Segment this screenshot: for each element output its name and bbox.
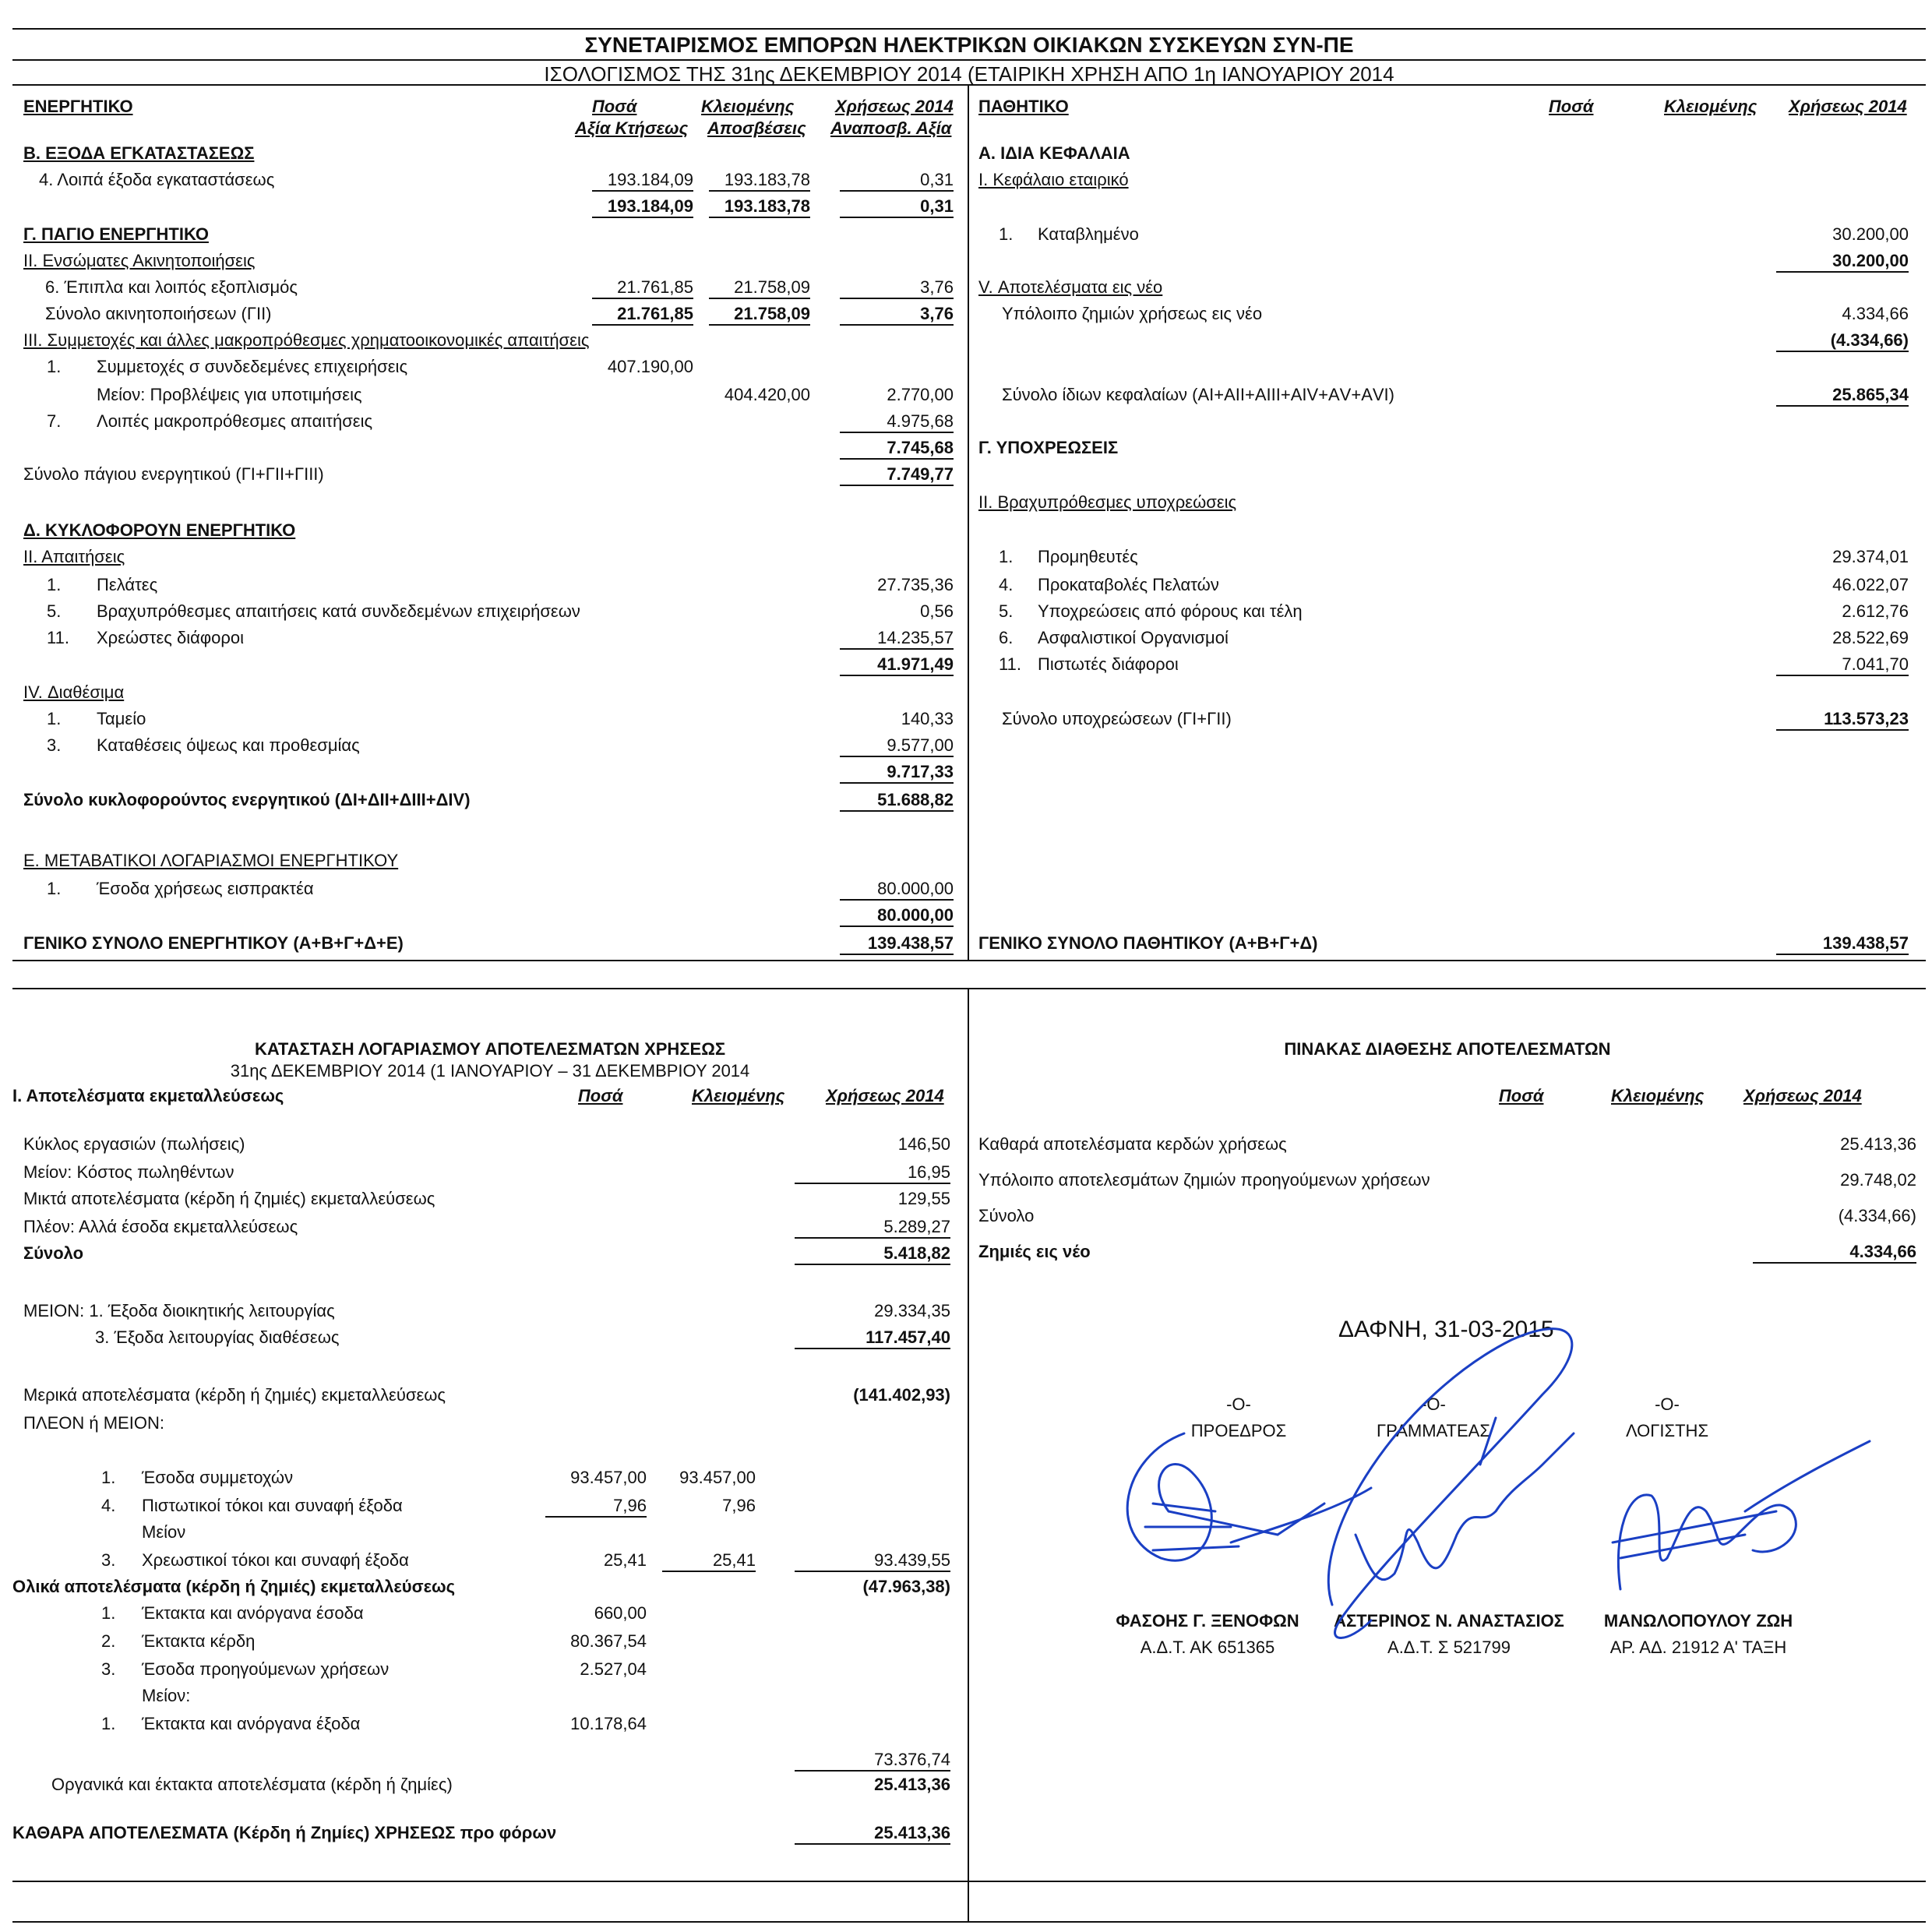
assets-row-depreciation: 404.420,00 [724, 385, 810, 404]
assets-col1-header: Ποσά [592, 97, 637, 116]
frame-mid-top [12, 988, 1926, 989]
assets-row-sublabel: Βραχυπρόθεσμες απαιτήσεις κατά συνδεδεμένων επιχειρήσεων [97, 601, 580, 621]
income-row-label: Μερικά αποτελέσματα (κέρδη ή ζημιές) εκμεταλλεύσεως [23, 1385, 446, 1405]
assets-row-net: 80.000,00 [840, 879, 954, 901]
income-row-year: 29.334,35 [874, 1301, 950, 1320]
income-row-closing: 7,96 [722, 1496, 756, 1515]
liabilities-row-value: 7.041,70 [1776, 654, 1909, 676]
assets-row-label: Γ. ΠΑΓΙΟ ΕΝΕΡΓΗΤΙΚΟ [23, 224, 209, 244]
income-row-closing: 25,41 [662, 1550, 756, 1572]
liabilities-row-value: (4.334,66) [1776, 330, 1909, 352]
assets-row-net: 3,76 [840, 277, 954, 299]
liabilities-row-label: Υπόλοιπο ζημιών χρήσεως εις νέο [1002, 304, 1263, 323]
assets-row-net: 7.749,77 [840, 464, 954, 486]
assets-row-cost: 407.190,00 [607, 357, 693, 376]
assets-row-label: 1. [47, 357, 62, 376]
income-row-sublabel: Έσοδα προηγούμενων χρήσεων [142, 1659, 390, 1679]
assets-row-sublabel: Μείον: Προβλέψεις για υποτιμήσεις [97, 385, 362, 404]
id-president: Α.Δ.Τ. ΑΚ 651365 [1140, 1638, 1275, 1657]
income-row-year: 25.413,36 [795, 1823, 950, 1845]
income-row-year: (141.402,93) [853, 1385, 950, 1405]
liabilities-row-label: Σύνολο υποχρεώσεων (ΓΙ+ΓΙΙ) [1002, 709, 1232, 728]
assets-row-label: 5. [47, 601, 62, 621]
liabilities-row-label: ΓΕΝΙΚΟ ΣΥΝΟΛΟ ΠΑΘΗΤΙΚΟΥ (Α+Β+Γ+Δ) [978, 933, 1318, 953]
distribution-col1-header: Ποσά [1499, 1086, 1544, 1105]
income-row-label: 1. [101, 1468, 116, 1487]
assets-row-label: Ε. ΜΕΤΑΒΑΤΙΚΟΙ ΛΟΓΑΡΙΑΣΜΟΙ ΕΝΕΡΓΗΤΙΚΟΥ [23, 851, 399, 870]
income-row-year: 5.418,82 [795, 1243, 950, 1265]
liabilities-row-label: Α. ΙΔΙΑ ΚΕΦΑΛΑΙΑ [978, 143, 1130, 163]
income-row-sublabel: Έκτακτα και ανόργανα έξοδα [142, 1714, 361, 1733]
income-row-sublabel: Έκτακτα και ανόργανα έσοδα [142, 1603, 364, 1623]
frame-bottom [12, 1921, 1926, 1923]
assets-row-net: 41.971,49 [840, 654, 954, 676]
income-row-label: Κύκλος εργασιών (πωλήσεις) [23, 1134, 245, 1154]
income-row-amount: 10.178,64 [570, 1714, 647, 1733]
liabilities-row-sublabel: Προκαταβολές Πελατών [1038, 575, 1219, 594]
name-secretary: ΑΣΤΕΡΙΝΟΣ Ν. ΑΝΑΣΤΑΣΙΟΣ [1334, 1611, 1564, 1631]
income-subtitle: 31ης ΔΕΚΕΜΒΡΙΟΥ 2014 (1 ΙΑΝΟΥΑΡΙΟΥ – 31 ΔΕΚΕΜΒΡΙΟΥ 2014 [230, 1061, 750, 1081]
distribution-row-value: (4.334,66) [1838, 1206, 1916, 1225]
assets-row-label: 11. [47, 628, 69, 647]
assets-row-net: 2.770,00 [887, 385, 954, 404]
assets-row-net: 14.235,57 [840, 628, 954, 650]
income-row-label: ΚΑΘΑΡΑ ΑΠΟΤΕΛΕΣΜΑΤΑ (Κέρδη ή Ζημίες) ΧΡΗΣΕΩΣ προ φόρων [12, 1823, 557, 1842]
assets-row-net: 51.688,82 [840, 790, 954, 812]
liabilities-row-label: Ι. Κεφάλαιο εταιρικό [978, 170, 1129, 189]
assets-row-label: ΓΕΝΙΚΟ ΣΥΝΟΛΟ ΕΝΕΡΓΗΤΙΚΟΥ (Α+Β+Γ+Δ+Ε) [23, 933, 404, 953]
assets-row-label: 6. Έπιπλα και λοιπός εξοπλισμός [45, 277, 298, 297]
assets-row-sublabel: Χρεώστες διάφοροι [97, 628, 244, 647]
income-row-amount: 25,41 [603, 1550, 647, 1570]
income-row-sublabel: Έκτακτα κέρδη [142, 1631, 256, 1651]
signature-secretary [1328, 1329, 1574, 1638]
income-row-label: 4. [101, 1496, 116, 1515]
distribution-row-label: Υπόλοιπο αποτελεσμάτων ζημιών προηγούμενων χρήσεων [978, 1170, 1430, 1190]
name-president: ΦΑΣΟΗΣ Γ. ΞΕΝΟΦΩΝ [1116, 1611, 1299, 1631]
assets-row-sublabel: Έσοδα χρήσεως εισπρακτέα [97, 879, 314, 898]
income-row-year: 73.376,74 [795, 1750, 950, 1772]
id-secretary: Α.Δ.Τ. Σ 521799 [1387, 1638, 1511, 1657]
liabilities-row-value: 30.200,00 [1776, 251, 1909, 273]
income-row-sublabel: Πιστωτικοί τόκοι και συναφή έξοδα [142, 1496, 403, 1515]
income-row-amount: 80.367,54 [570, 1631, 647, 1651]
liabilities-row-label: 6. [999, 628, 1014, 647]
assets-row-cost: 21.761,85 [592, 277, 693, 299]
frame-divider-lower [968, 988, 969, 1923]
id-accountant: ΑΡ. ΑΔ. 21912 Α' ΤΑΞΗ [1609, 1638, 1787, 1657]
assets-row-label: Σύνολο ακινητοποιήσεων (ΓΙΙ) [45, 304, 272, 323]
assets-heading: ΕΝΕΡΓΗΤΙΚΟ [23, 97, 133, 116]
income-row-label: Οργανικά και έκτακτα αποτελέσματα (κέρδη ή ζημίες) [51, 1775, 453, 1794]
liabilities-col1-header: Ποσά [1549, 97, 1594, 116]
income-row-amount: 93.457,00 [570, 1468, 647, 1487]
income-row-year: 146,50 [897, 1134, 950, 1154]
assets-row-net: 3,76 [840, 304, 954, 326]
name-accountant: ΜΑΝΩΛΟΠΟΥΛΟΥ ΖΩΗ [1603, 1611, 1793, 1631]
assets-row-label: 1. [47, 575, 62, 594]
assets-sub1-header: Αξία Κτήσεως [575, 118, 689, 138]
assets-row-net: 0,31 [840, 196, 954, 218]
assets-sub2-header: Αποσβέσεις [707, 118, 806, 138]
income-col2-header: Κλειομένης [692, 1086, 785, 1105]
assets-row-sublabel: Λοιπές μακροπρόθεσμες απαιτήσεις [97, 411, 373, 431]
assets-row-sublabel: Συμμετοχές σ συνδεδεμένες επιχειρήσεις [97, 357, 408, 376]
assets-row-label: 3. [47, 735, 62, 755]
liabilities-row-label: 1. [999, 547, 1014, 566]
frame-title-rule [12, 59, 1926, 61]
income-row-label: 1. [101, 1714, 116, 1733]
assets-row-net: 0,56 [920, 601, 954, 621]
income-row-year: 117.457,40 [795, 1327, 950, 1349]
mark-accountant: -Ο- [1655, 1394, 1680, 1414]
liabilities-row-sublabel: Προμηθευτές [1038, 547, 1138, 566]
role-accountant: ΛΟΓΙΣΤΗΣ [1625, 1421, 1709, 1440]
assets-row-net: 0,31 [840, 170, 954, 192]
assets-row-depreciation: 21.758,09 [709, 304, 810, 326]
liabilities-row-value: 113.573,23 [1776, 709, 1909, 731]
assets-row-label: Δ. ΚΥΚΛΟΦΟΡΟΥΝ ΕΝΕΡΓΗΤΙΚΟ [23, 520, 296, 540]
liabilities-row-label: V. Αποτελέσματα εις νέο [978, 277, 1163, 297]
assets-row-net: 80.000,00 [840, 905, 954, 927]
distribution-row-value: 4.334,66 [1753, 1242, 1916, 1264]
income-row-year: (47.963,38) [862, 1577, 950, 1596]
income-row-year: 129,55 [897, 1189, 950, 1208]
liabilities-row-sublabel: Ασφαλιστικοί Οργανισμοί [1038, 628, 1229, 647]
liabilities-row-label: Γ. ΥΠΟΧΡΕΩΣΕΙΣ [978, 438, 1119, 457]
income-row-label: Μείον: Κόστος πωληθέντων [23, 1162, 234, 1182]
mark-president: -Ο- [1226, 1394, 1251, 1414]
distribution-row-label: Καθαρά αποτελέσματα κερδών χρήσεως [978, 1134, 1287, 1154]
assets-row-sublabel: Πελάτες [97, 575, 158, 594]
income-col1-header: Ποσά [578, 1086, 623, 1105]
assets-row-label: ΙΙ. Ενσώματες Ακινητοποιήσεις [23, 251, 256, 270]
income-heading: Ι. Αποτελέσματα εκμεταλλεύσεως [12, 1086, 284, 1105]
income-row-label: Σύνολο [23, 1243, 84, 1263]
liabilities-row-label: 1. [999, 224, 1014, 244]
assets-row-depreciation: 193.183,78 [709, 170, 810, 192]
liabilities-row-label: Σύνολο ίδιων κεφαλαίων (ΑΙ+ΑΙΙ+ΑΙΙΙ+ΑΙV+ΑV+ΑVΙ) [1002, 385, 1394, 404]
distribution-row-value: 25.413,36 [1840, 1134, 1916, 1154]
liabilities-row-value: 4.334,66 [1842, 304, 1909, 323]
assets-row-net: 7.745,68 [840, 438, 954, 460]
income-row-label: ΠΛΕΟΝ ή ΜΕΙΟΝ: [23, 1413, 164, 1433]
role-secretary: ΓΡΑΜΜΑΤΕΑΣ [1377, 1421, 1490, 1440]
income-row-year: 16,95 [795, 1162, 950, 1184]
liabilities-row-value: 139.438,57 [1776, 933, 1909, 955]
income-title: ΚΑΤΑΣΤΑΣΗ ΛΟΓΑΡΙΑΣΜΟΥ ΑΠΟΤΕΛΕΣΜΑΤΩΝ ΧΡΗΣΕΩΣ [254, 1039, 726, 1059]
income-row-amount: 2.527,04 [580, 1659, 647, 1679]
income-row-sublabel: Χρεωστικοί τόκοι και συναφή έξοδα [142, 1550, 409, 1570]
role-president: ΠΡΟΕΔΡΟΣ [1190, 1421, 1287, 1440]
assets-row-label: Σύνολο πάγιου ενεργητικού (ΓΙ+ΓΙΙ+ΓΙΙΙ) [23, 464, 324, 484]
assets-row-label: 1. [47, 879, 62, 898]
company-title: ΣΥΝΕΤΑΙΡΙΣΜΟΣ ΕΜΠΟΡΩΝ ΗΛΕΚΤΡΙΚΩΝ ΟΙΚΙΑΚΩΝ ΣΥΣΚΕΥΩΝ ΣΥΝ-ΠΕ [584, 33, 1354, 57]
income-row-label: 1. [101, 1603, 116, 1623]
liabilities-row-sublabel: Καταβλημένο [1038, 224, 1139, 244]
income-row-label: 3. [101, 1659, 116, 1679]
liabilities-row-sublabel: Υποχρεώσεις από φόρους και τέλη [1038, 601, 1303, 621]
assets-row-net: 140,33 [901, 709, 954, 728]
liabilities-row-sublabel: Πιστωτές διάφοροι [1038, 654, 1179, 674]
assets-sub3-header: Αναποσβ. Αξία [830, 118, 952, 138]
income-row-label: 3. [101, 1550, 116, 1570]
income-row-label: 3. Έξοδα λειτουργίας διαθέσεως [95, 1327, 340, 1347]
income-row-year: 5.289,27 [795, 1217, 950, 1239]
assets-row-net: 27.735,36 [877, 575, 954, 594]
income-row-sublabel: Έσοδα συμμετοχών [142, 1468, 294, 1487]
assets-row-label: 7. [47, 411, 62, 431]
signature-accountant [1613, 1441, 1870, 1589]
mark-secretary: -Ο- [1421, 1394, 1446, 1414]
assets-col2-header: Κλειομένης [701, 97, 795, 116]
assets-row-net: 139.438,57 [840, 933, 954, 955]
distribution-col3-header: Χρήσεως 2014 [1743, 1086, 1862, 1105]
income-row-label: Πλέον: Αλλά έσοδα εκμεταλλεύσεως [23, 1217, 298, 1236]
distribution-row-value: 29.748,02 [1840, 1170, 1916, 1190]
assets-row-label: 4. Λοιπά έξοδα εγκαταστάσεως [39, 170, 275, 189]
income-col3-header: Χρήσεως 2014 [826, 1086, 944, 1105]
liabilities-row-value: 46.022,07 [1832, 575, 1909, 594]
assets-row-label: IV. Διαθέσιμα [23, 682, 125, 702]
distribution-row-label: Ζημιές εις νέο [978, 1242, 1091, 1261]
distribution-title: ΠΙΝΑΚΑΣ ΔΙΑΘΕΣΗΣ ΑΠΟΤΕΛΕΣΜΑΤΩΝ [1284, 1039, 1611, 1059]
assets-row-label: Β. ΕΞΟΔΑ ΕΓΚΑΤΑΣΤΑΣΕΩΣ [23, 143, 255, 163]
liabilities-row-value: 28.522,69 [1832, 628, 1909, 647]
liabilities-row-label: 4. [999, 575, 1014, 594]
assets-row-cost: 193.184,09 [592, 170, 693, 192]
handwritten-signatures [1075, 1278, 1885, 1698]
liabilities-row-value: 2.612,76 [1842, 601, 1909, 621]
distribution-col2-header: Κλειομένης [1611, 1086, 1705, 1105]
assets-row-depreciation: 193.183,78 [709, 196, 810, 218]
assets-row-cost: 21.761,85 [592, 304, 693, 326]
distribution-row-label: Σύνολο [978, 1206, 1035, 1225]
assets-row-label: ΙΙΙ. Συμμετοχές και άλλες μακροπρόθεσμες χρηματοοικονομικές απαιτήσεις [23, 330, 590, 350]
income-row-amount: 7,96 [545, 1496, 647, 1518]
liabilities-col2-header: Κλειομένης [1664, 97, 1757, 116]
assets-row-sublabel: Καταθέσεις όψεως και προθεσμίας [97, 735, 360, 755]
liabilities-row-label: ΙΙ. Βραχυπρόθεσμες υποχρεώσεις [978, 492, 1237, 512]
assets-row-depreciation: 21.758,09 [709, 277, 810, 299]
frame-divider-upper [968, 84, 969, 961]
assets-row-label: 1. [47, 709, 62, 728]
liabilities-row-value: 29.374,01 [1832, 547, 1909, 566]
income-row-closing: 93.457,00 [679, 1468, 756, 1487]
balance-sheet-title: ΙΣΟΛΟΓΙΣΜΟΣ ΤΗΣ 31ης ΔΕΚΕΜΒΡΙΟΥ 2014 (ΕΤΑΙΡΙΚΗ ΧΡΗΣΗ ΑΠΟ 1η ΙΑΝΟΥΑΡΙΟΥ 2014 [544, 62, 1394, 86]
assets-row-label: Σύνολο κυκλοφορούντος ενεργητικού (ΔΙ+ΔΙΙ+ΔΙΙΙ+ΔΙV) [23, 790, 471, 809]
frame-bs-bottom [12, 960, 1926, 961]
income-row-amount: 660,00 [594, 1603, 647, 1623]
assets-row-net: 9.717,33 [840, 762, 954, 784]
income-row-year: 25.413,36 [874, 1775, 950, 1794]
assets-row-cost: 193.184,09 [592, 196, 693, 218]
assets-col3-header: Χρήσεως 2014 [835, 97, 954, 116]
income-row-label: ΜΕΙΟΝ: 1. Έξοδα διοικητικής λειτουργίας [23, 1301, 335, 1320]
frame-top [12, 28, 1926, 30]
frame-lower-rule [12, 1881, 1926, 1882]
assets-row-net: 4.975,68 [840, 411, 954, 433]
income-row-sublabel: Μείον: [142, 1686, 191, 1705]
assets-row-net: 9.577,00 [840, 735, 954, 757]
liabilities-col3-header: Χρήσεως 2014 [1789, 97, 1907, 116]
income-row-label: Μικτά αποτελέσματα (κέρδη ή ζημιές) εκμεταλλεύσεως [23, 1189, 435, 1208]
liabilities-row-label: 11. [999, 654, 1021, 674]
assets-row-sublabel: Ταμείο [97, 709, 146, 728]
income-row-label: Ολικά αποτελέσματα (κέρδη ή ζημιές) εκμεταλλεύσεως [12, 1577, 456, 1596]
liabilities-row-value: 30.200,00 [1832, 224, 1909, 244]
income-row-year: 93.439,55 [795, 1550, 950, 1572]
liabilities-row-value: 25.865,34 [1776, 385, 1909, 407]
income-row-sublabel: Μείον [142, 1522, 186, 1542]
place-date: ΔΑΦΝΗ, 31-03-2015 [1338, 1317, 1554, 1342]
income-row-label: 2. [101, 1631, 116, 1651]
liabilities-heading: ΠΑΘΗΤΙΚΟ [978, 97, 1069, 116]
assets-row-label: ΙΙ. Απαιτήσεις [23, 547, 125, 566]
liabilities-row-label: 5. [999, 601, 1014, 621]
